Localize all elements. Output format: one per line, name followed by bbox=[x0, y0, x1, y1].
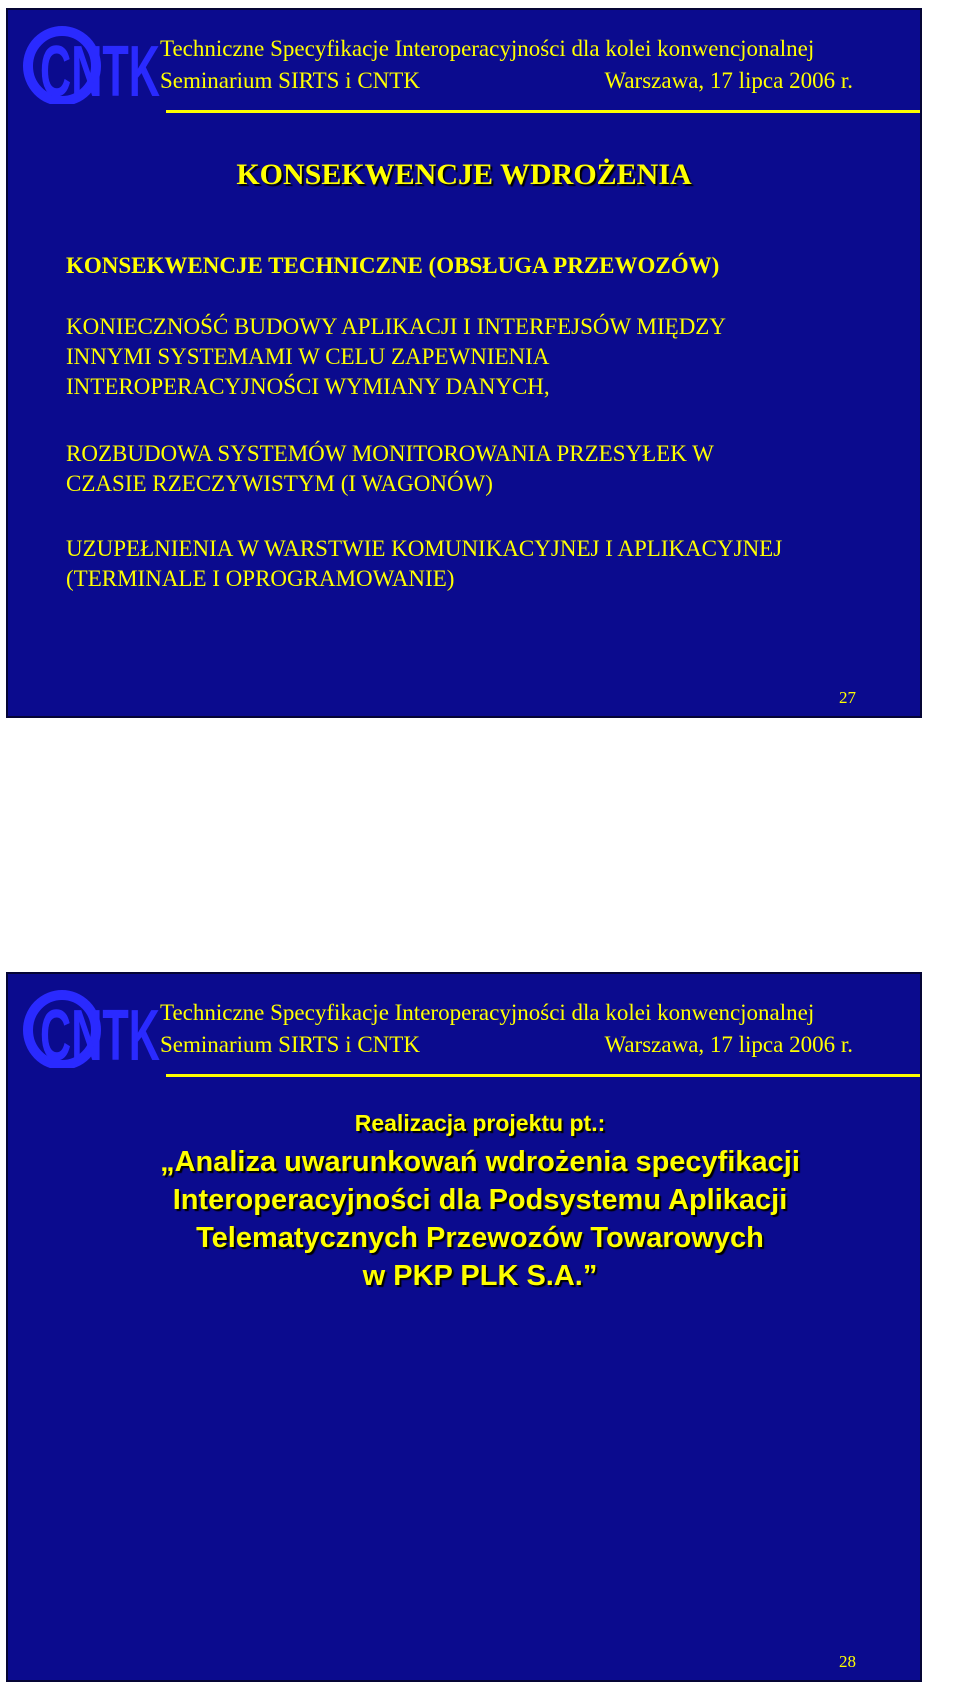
project-title-line: Telematycznych Przewozów Towarowych bbox=[196, 1222, 764, 1254]
header-title: Techniczne Specyfikacje Interoperacyjności dla kolei konwencjonalnej bbox=[160, 36, 815, 61]
slide-subtitle: KONSEKWENCJE TECHNICZNE (OBSŁUGA PRZEWOZÓW) bbox=[66, 253, 720, 278]
paragraph-monitoring bbox=[66, 439, 906, 499]
paragraph-interfaces bbox=[66, 312, 906, 402]
paragraph-line: ROZBUDOWA SYSTEMÓW MONITOROWANIA PRZESYŁEK W bbox=[66, 441, 714, 466]
project-title-line: w PKP PLK S.A.” bbox=[362, 1260, 598, 1292]
slide-28 bbox=[6, 972, 922, 1682]
header-divider bbox=[166, 110, 922, 113]
project-title-block bbox=[0, 1110, 960, 1295]
paragraph-line: KONIECZNOŚĆ BUDOWY APLIKACJI I INTERFEJSÓW MIĘDZY bbox=[66, 314, 726, 339]
paragraph-line: INTEROPERACYJNOŚCI WYMIANY DANYCH, bbox=[66, 374, 550, 399]
page-number: 28 bbox=[839, 1652, 856, 1671]
paragraph-line: INNYMI SYSTEMAMI W CELU ZAPEWNIENIA bbox=[66, 344, 550, 369]
header-seminar: Seminarium SIRTS i CNTK bbox=[160, 68, 420, 93]
slide-27 bbox=[6, 8, 922, 718]
project-title-line: Interoperacyjności dla Podsystemu Aplikacji bbox=[172, 1184, 788, 1216]
project-intro: Realizacja projektu pt.: bbox=[354, 1110, 606, 1136]
header-title: Techniczne Specyfikacje Interoperacyjności dla kolei konwencjonalnej bbox=[160, 1000, 815, 1025]
cntk-logo-text: CNTK bbox=[40, 996, 161, 1068]
cntk-logo bbox=[20, 24, 165, 104]
header-seminar-row bbox=[160, 1032, 920, 1058]
cntk-logo bbox=[20, 988, 165, 1068]
slide-title: KONSEKWENCJE WDROŻENIA bbox=[236, 158, 692, 191]
header-date: Warszawa, 17 lipca 2006 r. bbox=[604, 68, 853, 93]
header-divider bbox=[166, 1074, 922, 1077]
cntk-logo-text: CNTK bbox=[40, 32, 161, 104]
header-seminar: Seminarium SIRTS i CNTK bbox=[160, 1032, 420, 1057]
paragraph-communication bbox=[66, 534, 906, 594]
paragraph-line: (TERMINALE I OPROGRAMOWANIE) bbox=[66, 566, 455, 591]
header-date: Warszawa, 17 lipca 2006 r. bbox=[604, 1032, 853, 1057]
header-seminar-row bbox=[160, 68, 920, 94]
page-number: 27 bbox=[839, 688, 856, 707]
paragraph-line: UZUPEŁNIENIA W WARSTWIE KOMUNIKACYJNEJ I APLIKACYJNEJ bbox=[66, 536, 783, 561]
paragraph-line: CZASIE RZECZYWISTYM (I WAGONÓW) bbox=[66, 471, 493, 496]
project-title-line: „Analiza uwarunkowań wdrożenia specyfikacji bbox=[160, 1146, 800, 1178]
